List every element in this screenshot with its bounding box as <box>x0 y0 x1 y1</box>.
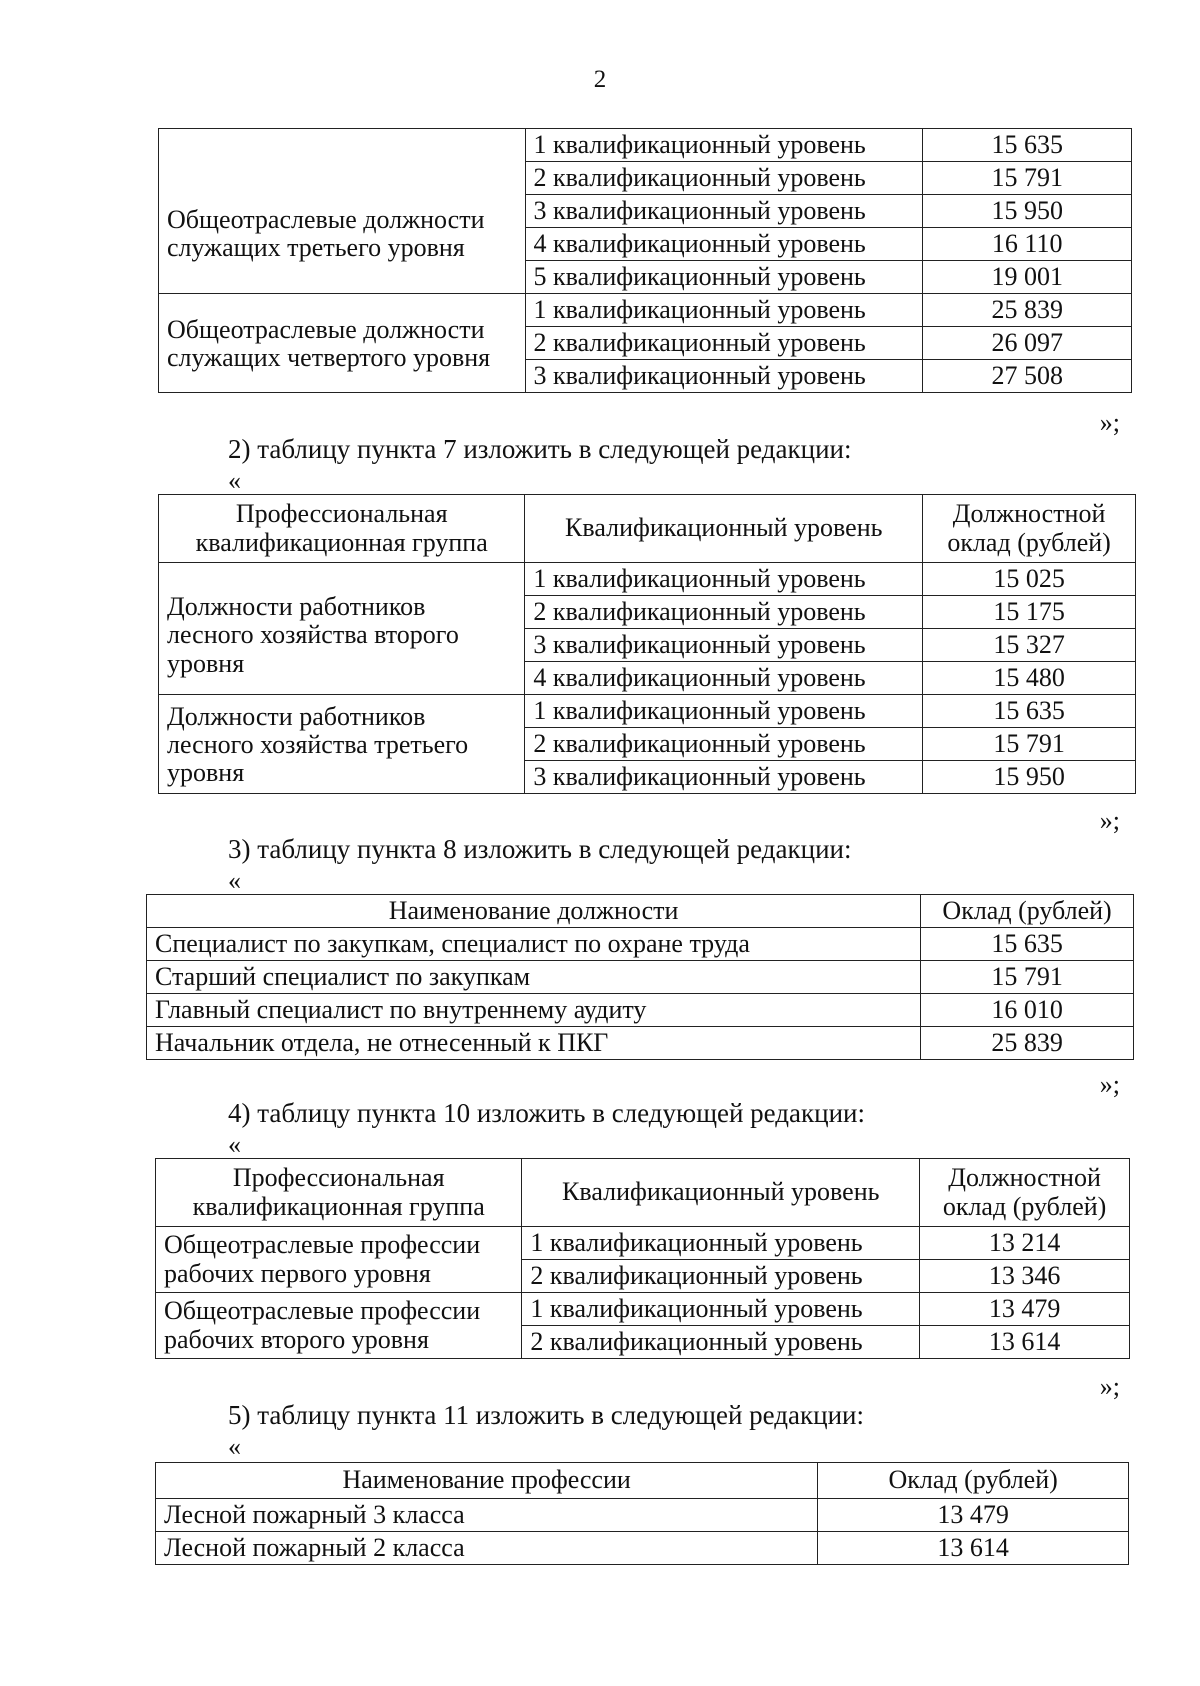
qualification-level: 2 квалификационный уровень <box>522 1326 920 1359</box>
column-header-group: Профессиональная квалификационная группа <box>156 1159 522 1227</box>
table-header-row <box>156 1463 1129 1499</box>
qualification-level: 5 квалификационный уровень <box>525 261 923 294</box>
qualification-level: 1 квалификационный уровень <box>525 695 923 728</box>
qualification-level: 1 квалификационный уровень <box>525 129 923 162</box>
salary-value: 19 001 <box>923 261 1132 294</box>
salary-value: 13 614 <box>818 1532 1129 1565</box>
qualification-level: 3 квалификационный уровень <box>525 629 923 662</box>
column-header-profession: Наименование профессии <box>156 1463 818 1499</box>
table-row <box>147 928 1134 961</box>
table-row <box>159 294 1132 327</box>
group-name: Общеотраслевые профессии рабочих первого уровня <box>156 1227 522 1293</box>
qualification-level: 3 квалификационный уровень <box>525 360 923 393</box>
table-row <box>156 1293 1130 1326</box>
position-name: Старший специалист по закупкам <box>147 961 921 994</box>
salary-value: 15 635 <box>923 129 1132 162</box>
qualification-level: 1 квалификационный уровень <box>525 294 923 327</box>
column-header-salary: Должностной оклад (рублей) <box>920 1159 1130 1227</box>
salary-value: 15 635 <box>923 695 1136 728</box>
salary-value: 15 635 <box>921 928 1134 961</box>
qualification-level: 3 квалификационный уровень <box>525 195 923 228</box>
close-quote: »; <box>1099 1372 1120 1401</box>
close-quote: »; <box>1099 408 1120 437</box>
qualification-level: 2 квалификационный уровень <box>522 1260 920 1293</box>
qualification-level: 2 квалификационный уровень <box>525 162 923 195</box>
profession-name: Лесной пожарный 2 класса <box>156 1532 818 1565</box>
qualification-level: 2 квалификационный уровень <box>525 327 923 360</box>
table-row <box>159 695 1136 728</box>
section-heading: 4) таблицу пункта 10 изложить в следующей редакции: <box>228 1098 865 1128</box>
table-header-row <box>147 895 1134 928</box>
column-header-position: Наименование должности <box>147 895 921 928</box>
salary-value: 16 010 <box>921 994 1134 1027</box>
salary-value: 13 214 <box>920 1227 1130 1260</box>
qualification-level: 4 квалификационный уровень <box>525 228 923 261</box>
salary-value: 13 346 <box>920 1260 1130 1293</box>
positions-table <box>146 894 1134 1060</box>
table-header-row <box>159 495 1136 563</box>
table-row <box>159 129 1132 162</box>
group-name: Общеотраслевые профессии рабочих второго уровня <box>156 1293 522 1359</box>
qualification-level: 3 квалификационный уровень <box>525 761 923 794</box>
salary-value: 15 327 <box>923 629 1136 662</box>
salary-value: 13 479 <box>818 1499 1129 1532</box>
close-quote: »; <box>1099 1070 1120 1099</box>
salary-value: 27 508 <box>923 360 1132 393</box>
table-row <box>156 1499 1129 1532</box>
column-header-salary: Оклад (рублей) <box>818 1463 1129 1499</box>
qualification-level: 2 квалификационный уровень <box>525 596 923 629</box>
profession-name: Лесной пожарный 3 класса <box>156 1499 818 1532</box>
table-row <box>159 563 1136 596</box>
salary-value: 15 950 <box>923 195 1132 228</box>
open-quote: « <box>228 1130 241 1159</box>
position-name: Специалист по закупкам, специалист по охране труда <box>147 928 921 961</box>
professions-table <box>155 1462 1129 1565</box>
salary-value: 15 950 <box>923 761 1136 794</box>
position-name: Главный специалист по внутреннему аудиту <box>147 994 921 1027</box>
open-quote: « <box>228 466 241 495</box>
qualification-level: 1 квалификационный уровень <box>522 1293 920 1326</box>
group-name: Должности работников лесного хозяйства третьего уровня <box>159 695 525 794</box>
qualification-level: 2 квалификационный уровень <box>525 728 923 761</box>
qualification-level: 1 квалификационный уровень <box>525 563 923 596</box>
column-header-salary: Должностной оклад (рублей) <box>923 495 1136 563</box>
column-header-group: Профессиональная квалификационная группа <box>159 495 525 563</box>
table-row <box>147 961 1134 994</box>
qualification-level: 4 квалификационный уровень <box>525 662 923 695</box>
close-quote: »; <box>1099 806 1120 835</box>
table-continuation <box>158 128 1132 393</box>
salary-value: 25 839 <box>923 294 1132 327</box>
group-name: Общеотраслевые должности служащих четвертого уровня <box>159 294 526 393</box>
group-name: Должности работников лесного хозяйства второго уровня <box>159 563 525 695</box>
forestry-positions-table <box>158 494 1136 794</box>
section-heading: 5) таблицу пункта 11 изложить в следующей редакции: <box>228 1400 864 1430</box>
position-name: Начальник отдела, не отнесенный к ПКГ <box>147 1027 921 1060</box>
workers-professions-table <box>155 1158 1130 1359</box>
page-number: 2 <box>593 66 607 93</box>
salary-value: 25 839 <box>921 1027 1134 1060</box>
salary-value: 16 110 <box>923 228 1132 261</box>
table-header-row <box>156 1159 1130 1227</box>
column-header-level: Квалификационный уровень <box>525 495 923 563</box>
salary-value: 26 097 <box>923 327 1132 360</box>
salary-value: 15 175 <box>923 596 1136 629</box>
column-header-level: Квалификационный уровень <box>522 1159 920 1227</box>
table-row <box>147 994 1134 1027</box>
salary-value: 15 791 <box>923 162 1132 195</box>
salary-value: 15 025 <box>923 563 1136 596</box>
open-quote: « <box>228 866 241 895</box>
open-quote: « <box>228 1432 241 1461</box>
column-header-salary: Оклад (рублей) <box>921 895 1134 928</box>
table-row <box>156 1227 1130 1260</box>
salary-value: 15 791 <box>923 728 1136 761</box>
group-name: Общеотраслевые должности служащих третьего уровня <box>159 129 526 294</box>
qualification-level: 1 квалификационный уровень <box>522 1227 920 1260</box>
salary-value: 15 791 <box>921 961 1134 994</box>
table-row <box>156 1532 1129 1565</box>
section-heading: 2) таблицу пункта 7 изложить в следующей редакции: <box>228 434 852 464</box>
table-row <box>147 1027 1134 1060</box>
salary-value: 13 479 <box>920 1293 1130 1326</box>
salary-value: 13 614 <box>920 1326 1130 1359</box>
salary-value: 15 480 <box>923 662 1136 695</box>
section-heading: 3) таблицу пункта 8 изложить в следующей редакции: <box>228 834 852 864</box>
